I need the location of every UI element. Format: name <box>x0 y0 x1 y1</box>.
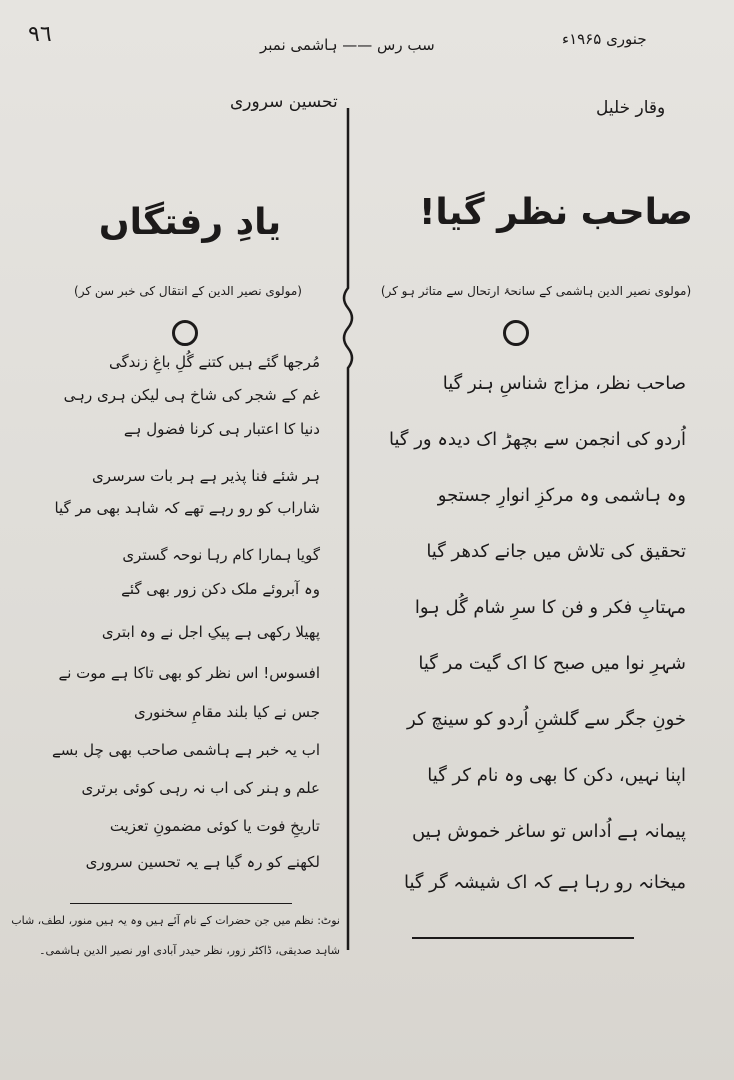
right-verse: شہرِ نوا میں صبح کا اک گیت مر گیا <box>418 653 686 674</box>
left-verse: اب یہ خبر ہے ہاشمی صاحب بھی چل بسے <box>51 741 320 759</box>
right-author: وقار خلیل <box>596 98 666 118</box>
left-verse: تاریخِ فوت یا کوئی مضمونِ تعزیت <box>109 817 320 835</box>
right-end-rule <box>412 937 634 939</box>
right-verse: خونِ جگر سے گلشنِ اُردو کو سینچ کر <box>407 709 686 730</box>
left-verse: شاراب کو رو رہے تھے کہ شاہد بھی مر گیا <box>54 499 320 517</box>
left-verse: وہ آبروئے ملک دکن زور بھی گئے <box>121 580 320 598</box>
footnote-line-2: شاہد صدیقی، ڈاکٹر زور، نظر حیدر آبادی اور نصیر الدین ہاشمی۔ <box>39 944 340 957</box>
right-poem-title: صاحب نظر گیا! <box>419 192 693 233</box>
right-verse: میخانہ رو رہا ہے کہ اک شیشہ گر گیا <box>403 872 686 893</box>
right-verse: مہتابِ فکر و فن کا سرِ شام گُل ہوا <box>414 597 686 618</box>
right-verse: پیمانہ ہے اُداس تو ساغر خموش ہیں <box>411 821 686 842</box>
ornament-circle-left <box>172 320 198 346</box>
footnote-line-1: نوٹ: نظم میں جن حضرات کے نام آئے ہیں وہ یہ ہیں منور، لطف، شاب <box>11 914 340 927</box>
left-author: تحسین سروری <box>230 92 338 112</box>
left-verse: علم و ہنر کی اب نہ رہی کوئی برتری <box>81 779 320 797</box>
right-verse: وہ ہاشمی وہ مرکزِ انوارِ جستجو <box>437 485 686 506</box>
left-verse: مُرجھا گئے ہیں کتنے گُلِ باغِ زندگی <box>109 353 320 371</box>
left-poem-subtitle: (مولوی نصیر الدین کے انتقال کی خبر سن کر) <box>74 284 302 298</box>
left-verse: ہر شئے فنا پذیر ہے ہر بات سرسری <box>91 467 320 485</box>
right-verse: صاحب نظر، مزاج شناسِ ہنر گیا <box>442 373 686 394</box>
left-verse: پھیلا رکھی ہے پیکِ اجل نے وہ ابتری <box>101 623 320 641</box>
left-verse: لکھنے کو رہ گیا ہے یہ تحسین سروری <box>85 853 320 871</box>
page-number: ٩٦ <box>28 22 52 47</box>
right-verse: اپنا نہیں، دکن کا بھی وہ نام کر گیا <box>427 765 686 786</box>
running-title: سب رس —— ہاشمی نمبر <box>260 36 435 54</box>
footnote-rule <box>70 903 292 904</box>
right-verse: تحقیق کی تلاش میں جانے کدھر گیا <box>426 541 686 562</box>
right-verse: اُردو کی انجمن سے بچھڑ اک دیدہ ور گیا <box>389 429 686 450</box>
left-verse: جس نے کیا بلند مقامِ سخنوری <box>134 703 320 721</box>
issue-date: جنوری ۱۹۶۵ء <box>562 30 647 48</box>
ornament-circle-right <box>503 320 529 346</box>
left-poem-title: یادِ رفتگاں <box>98 202 282 243</box>
column-divider <box>336 108 360 950</box>
left-verse: گویا ہمارا کام رہا نوحہ گستری <box>122 546 320 564</box>
left-verse: دنیا کا اعتبار ہی کرنا فضول ہے <box>123 420 320 438</box>
right-poem-subtitle: (مولوی نصیر الدین ہاشمی کے سانحۂ ارتحال سے متاثر ہو کر) <box>380 284 692 298</box>
left-verse: افسوس! اس نظر کو بھی تاکا ہے موت نے <box>58 664 320 682</box>
left-verse: غم کے شجر کی شاخ ہی لیکن ہری رہی <box>63 386 320 404</box>
